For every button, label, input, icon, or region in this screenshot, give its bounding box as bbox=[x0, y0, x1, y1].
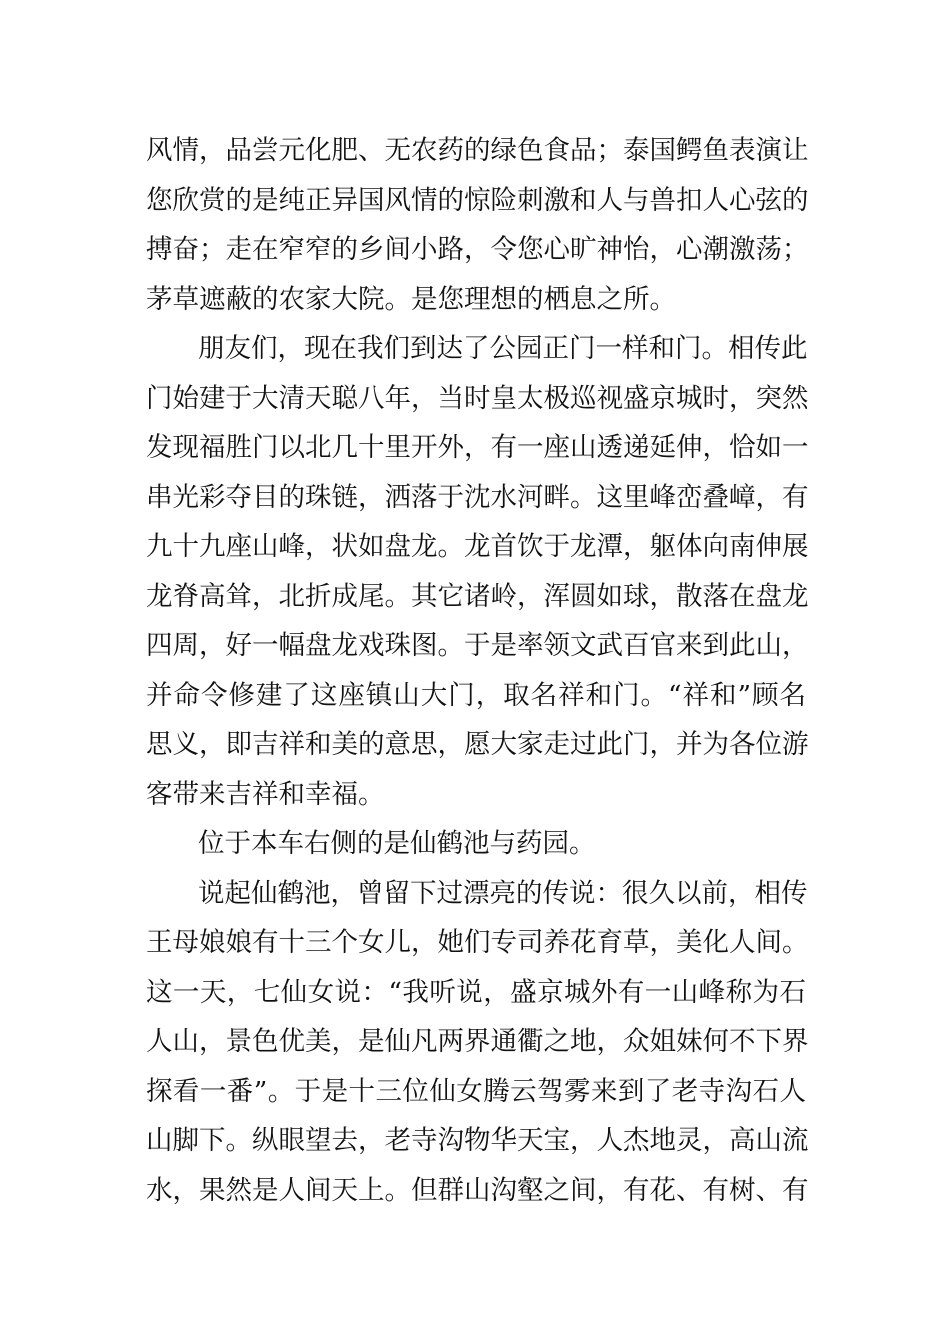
paragraph-first-line: 位于本车右侧的是仙鹤池与药园。 bbox=[198, 828, 596, 859]
text-line: 这一天，七仙女说：“我听说，盛京城外有一山峰称为石 bbox=[146, 976, 806, 1008]
text-line: 您欣赏的是纯正异国风情的惊险刺激和人与兽扣人心弦的 bbox=[146, 184, 809, 216]
document-body bbox=[146, 126, 809, 1215]
text-line: 门始建于大清天聪八年，当时皇太极巡视盛京城时，突然 bbox=[146, 382, 809, 414]
text-line: 龙脊高耸，北折成尾。其它诸岭，浑圆如球，散落在盘龙 bbox=[146, 580, 809, 612]
text-line: 水，果然是人间天上。但群山沟壑之间，有花、有树、有 bbox=[146, 1174, 809, 1206]
text-line: 思义，即吉祥和美的意思，愿大家走过此门，并为各位游 bbox=[146, 729, 809, 760]
paragraph-first-line: 说起仙鹤池，曾留下过漂亮的传说：很久以前，相传 bbox=[198, 877, 808, 909]
text-line: 探看一番”。于是十三位仙女腾云驾雾来到了老寺沟石人 bbox=[146, 1075, 806, 1107]
text-line: 王母娘娘有十三个女儿，她们专司养花育草，美化人间。 bbox=[146, 927, 809, 958]
text-line: 发现福胜门以北几十里开外，有一座山透递延伸，恰如一 bbox=[146, 432, 809, 463]
text-line: 九十九座山峰，状如盘龙。龙首饮于龙潭，躯体向南伸展 bbox=[146, 531, 809, 562]
paragraph-first-line: 朋友们，现在我们到达了公园正门一样和门。相传此 bbox=[198, 333, 808, 364]
text-line: 风情，品尝元化肥、无农药的绿色食品；泰国鳄鱼表演让 bbox=[146, 135, 809, 166]
text-line: 搏奋；走在窄窄的乡间小路，令您心旷神怡，心潮激荡； bbox=[146, 234, 809, 265]
text-line: 茅草遮蔽的农家大院。是您理想的栖息之所。 bbox=[146, 283, 676, 315]
text-line: 四周，好一幅盘龙戏珠图。于是率领文武百官来到此山， bbox=[146, 630, 809, 661]
text-line: 山脚下。纵眼望去，老寺沟物华天宝，人杰地灵，高山流 bbox=[146, 1125, 809, 1156]
text-line: 并命令修建了这座镇山大门，取名祥和门。“祥和”顾名 bbox=[146, 679, 806, 711]
text-line: 串光彩夺目的珠链，洒落于沈水河畔。这里峰峦叠嶂，有 bbox=[146, 481, 809, 513]
text-line: 客带来吉祥和幸福。 bbox=[146, 778, 385, 810]
text-line: 人山，景色优美，是仙凡两界通衢之地，众姐妹何不下界 bbox=[146, 1026, 809, 1057]
